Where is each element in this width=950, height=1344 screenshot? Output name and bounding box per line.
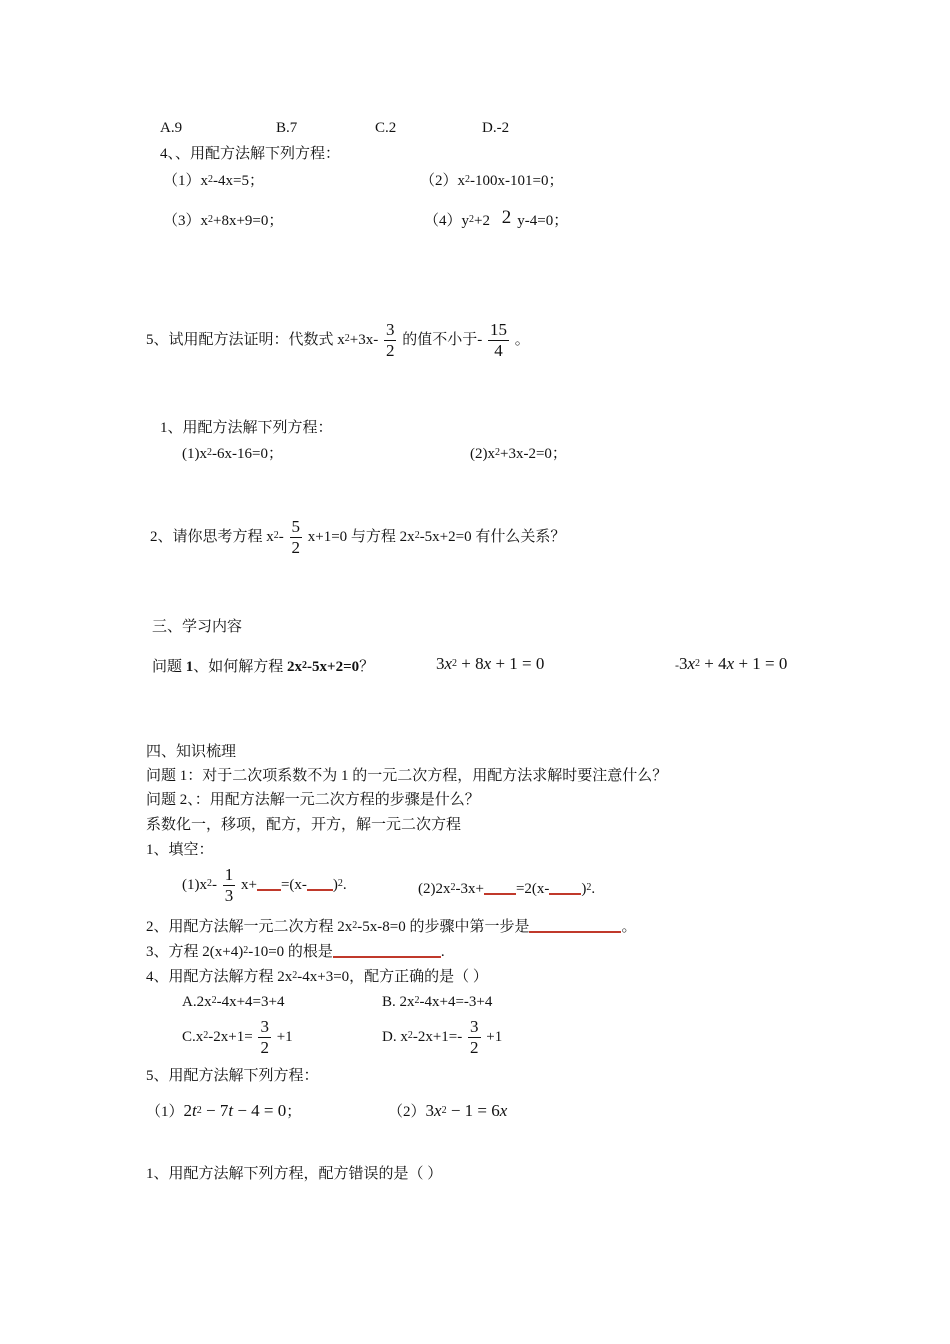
fill-item-2: $(2)2x^2-3x+ =2(x-$ )$^2$. [418,881,596,897]
task-4-option-a: $A.2x^2-4x+4=3+4$ [182,994,285,1010]
sec4-fill-title: 1、填空： [146,842,214,858]
sec4-question-1: 问题 1：对于二次项系数不为 1 的一元二次方程，用配方法求解时要注意什么？ [146,768,668,784]
fraction-3-2: $\frac{3}{2}$ [470,1017,479,1058]
q4-title: 4、、用配方法解下列方程： [160,146,341,162]
q3-option-a: A.9 [160,120,183,136]
sec4-question-2: 问题 2、：用配方法解一元二次方程的步骤是什么？ [146,792,480,808]
sec4-steps: 系数化一，移项，配方，开方，解一元二次方程 [146,817,462,833]
q4-problem-1: $(1)x^2-4x=5$； [163,173,264,189]
task-5: 5、用配方法解下列方程： [146,1068,319,1084]
q3-option-c: C.2 [375,120,397,136]
task-2: 2、用配方法解一元二次方程 $2x^2-5x-8=0$ 的步骤中第一步是 。 [146,919,637,935]
q3-option-d: D.-2 [482,120,510,136]
task-4-option-c: $C.x^2-2x+1=$ $\frac{3}{2}$ +1 [182,1017,293,1058]
fraction-3-2: $\frac{3}{2}$ [260,1017,269,1058]
sec3-question-1: 问题 1、如何解方程 $2x^2-5x+2=0$？ [152,659,375,675]
task-3: 3、方程 $2(x+4)^2-10=0$ 的根是 . [146,944,445,960]
fill-item-1: $(1)x^2-$ $\frac{1}{3}$ x+ =(x- )$^2$. [182,865,347,906]
sqrt-operand: 2 [501,207,512,228]
task-5-equation-1: （1）2t2 − 7t − 4 = 0； [146,1101,302,1120]
sec3-equation-1: 3x2 + 8x + 1 = 0 [436,654,545,673]
fraction-1-3: $\frac{1}{3}$ [224,865,234,906]
fraction-5-2: $\frac{5}{2}$ [291,517,301,558]
s1-title: 1、用配方法解下列方程： [160,420,333,436]
task-4: 4、用配方法解方程 $2x^2-4x+3=0$，配方正确的是（ ） [146,969,488,985]
q3-option-b: B.7 [276,120,298,136]
fraction-3-2: $\frac{3}{2}$ [385,320,395,361]
answer-blank [333,942,441,958]
fraction-15-4: $\frac{15}{4}$ [489,320,507,361]
final-question: 1、用配方法解下列方程，配方错误的是（ ） [146,1166,443,1182]
sec3-title: 三、学习内容 [152,619,243,635]
s2-question: 2、请你思考方程 $x^2-$ $\frac{5}{2}$ x+1=0 与方程 $2x^2-5x+2=0$ 有什么关系？ [150,517,566,558]
q4-problem-3: $(3)x^2+8x+9=0$； [163,213,284,229]
answer-blank [529,917,621,933]
q4-problem-4: $(4)y^2+2$ 2 y-4=0； [424,207,569,229]
q4-problem-2: $(2)x^2-100x-101=0$； [420,173,564,189]
task-5-equation-2: （2）3x2 − 1 = 6x [388,1101,508,1120]
answer-blank [549,879,581,895]
task-4-option-d: D. $x^2-2x+1=-$ $\frac{3}{2}$ +1 [382,1017,503,1058]
sec3-equation-2: -3x2 + 4x + 1 = 0 [675,654,788,673]
q5-statement: 5、试用配方法证明：代数式 $x^2+3x-$ $\frac{3}{2}$ 的值不小于- $\frac{15}{4}$ 。 [146,320,530,361]
sec4-title: 四、知识梳理 [146,744,237,760]
answer-blank [257,875,281,891]
answer-blank [484,879,516,895]
task-4-option-b: B. $2x^2-4x+4=-3+4$ [382,994,493,1010]
answer-blank [307,875,333,891]
s1-problem-1: $(1)x^2-6x-16=0$； [182,446,283,462]
s1-problem-2: $(2)x^2+3x-2=0$； [470,446,567,462]
